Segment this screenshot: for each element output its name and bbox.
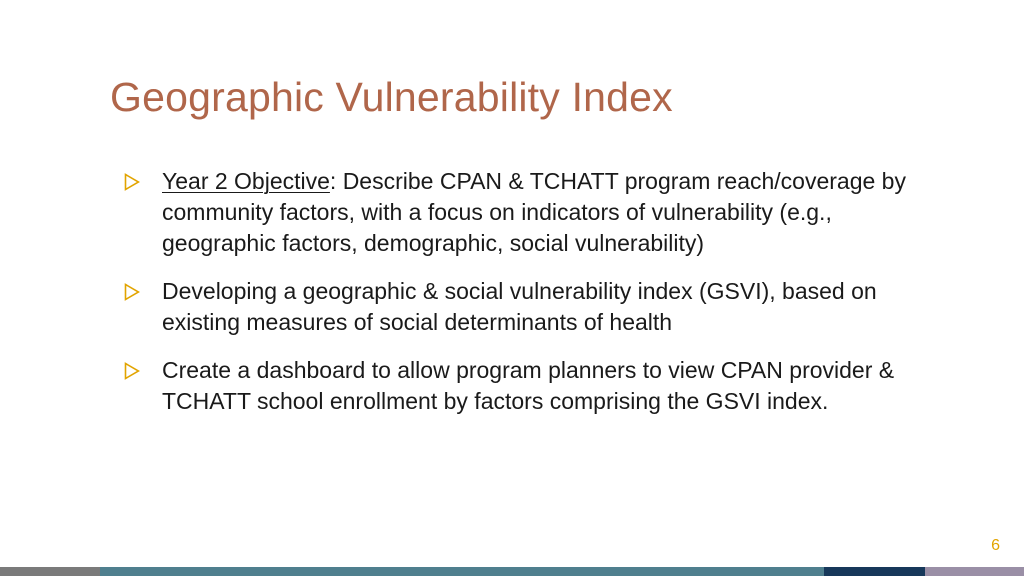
bullet-item (124, 276, 924, 338)
triangle-right-outline-icon (124, 355, 162, 386)
bullet-item (124, 166, 924, 259)
footer-segment-teal (100, 567, 824, 576)
footer-color-bar (0, 567, 1024, 576)
bullet-text: Create a dashboard to allow program planners to view CPAN provider & TCHATT school enrollment by factors comprising the GSVI index. (162, 357, 895, 414)
bullet-lead: Year 2 Objective (162, 168, 330, 194)
slide-title: Geographic Vulnerability Index (110, 74, 673, 120)
triangle-right-outline-icon (124, 276, 162, 307)
bullet-item (124, 355, 924, 417)
footer-segment-navy (824, 567, 925, 576)
triangle-right-outline-icon (124, 166, 162, 197)
bullet-lead-suffix: : Describe CPAN & TCHATT program reach/coverage by community factors, with a focus on indicators of vulnerability (e.g., geographic factors, demographic, social vulnerability) (162, 168, 906, 256)
page-number: 6 (991, 537, 1000, 554)
bullet-list (124, 166, 924, 434)
footer-segment-mauve (925, 567, 1024, 576)
footer-segment-gray (0, 567, 100, 576)
bullet-text: Developing a geographic & social vulnerability index (GSVI), based on existing measures of social determinants of health (162, 278, 877, 335)
bullet-text (162, 166, 924, 259)
